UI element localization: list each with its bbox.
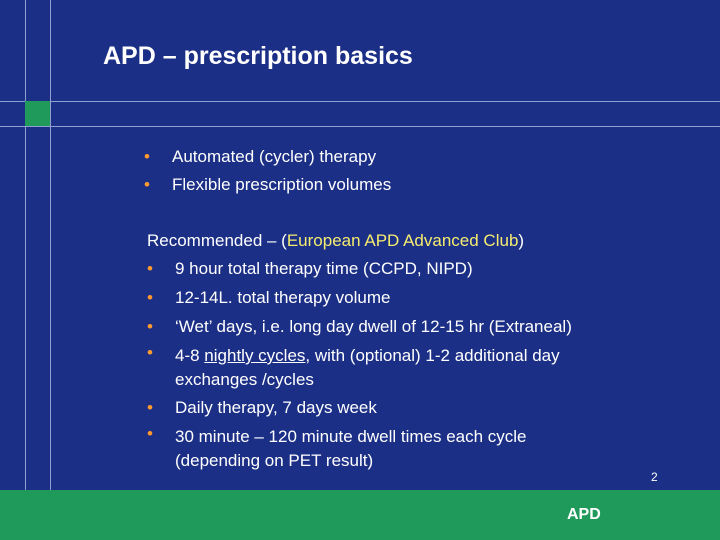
intro-list bbox=[144, 143, 391, 199]
list-item: • Daily therapy, 7 days week bbox=[147, 393, 572, 422]
bullet-icon: • bbox=[144, 147, 150, 166]
list-item: • 30 minute – 120 minute dwell times each cycle (depending on PET result) bbox=[147, 424, 527, 470]
list-item: • 4-8 nightly cycles, with (optional) 1-2 additional day exchanges /cycles bbox=[147, 343, 560, 389]
slide-title: APD – prescription basics bbox=[103, 42, 413, 70]
list-item: • ‘Wet’ days, i.e. long day dwell of 12-15 hr (Extraneal) bbox=[147, 312, 572, 341]
bullet-icon: • bbox=[147, 343, 153, 362]
recommendations-block bbox=[147, 228, 572, 474]
page-number: 2 bbox=[651, 470, 658, 484]
bullet-icon: • bbox=[144, 175, 150, 194]
footer-bar bbox=[0, 490, 720, 540]
list-item: • 12-14L. total therapy volume bbox=[147, 283, 572, 312]
list-item: • 9 hour total therapy time (CCPD, NIPD) bbox=[147, 254, 572, 283]
recommendation-list bbox=[147, 254, 572, 474]
vertical-rule-left bbox=[25, 0, 26, 490]
recommended-heading: Recommended – (European APD Advanced Club) bbox=[147, 231, 525, 250]
list-item: • Automated (cycler) therapy bbox=[144, 143, 391, 171]
list-item: • Flexible prescription volumes bbox=[144, 171, 391, 199]
underlined-term: nightly cycles bbox=[204, 346, 306, 365]
bullet-icon: • bbox=[147, 288, 153, 307]
bullet-icon: • bbox=[147, 259, 153, 278]
footer-label: APD bbox=[567, 506, 601, 523]
accent-square bbox=[25, 101, 50, 126]
bullet-icon: • bbox=[147, 317, 153, 336]
club-name: European APD Advanced Club bbox=[286, 231, 519, 250]
horizontal-rule-top bbox=[0, 101, 720, 102]
horizontal-rule-bottom bbox=[0, 126, 720, 127]
bullet-icon: • bbox=[147, 424, 153, 443]
bullet-icon: • bbox=[147, 398, 153, 417]
vertical-rule-right bbox=[50, 0, 51, 490]
